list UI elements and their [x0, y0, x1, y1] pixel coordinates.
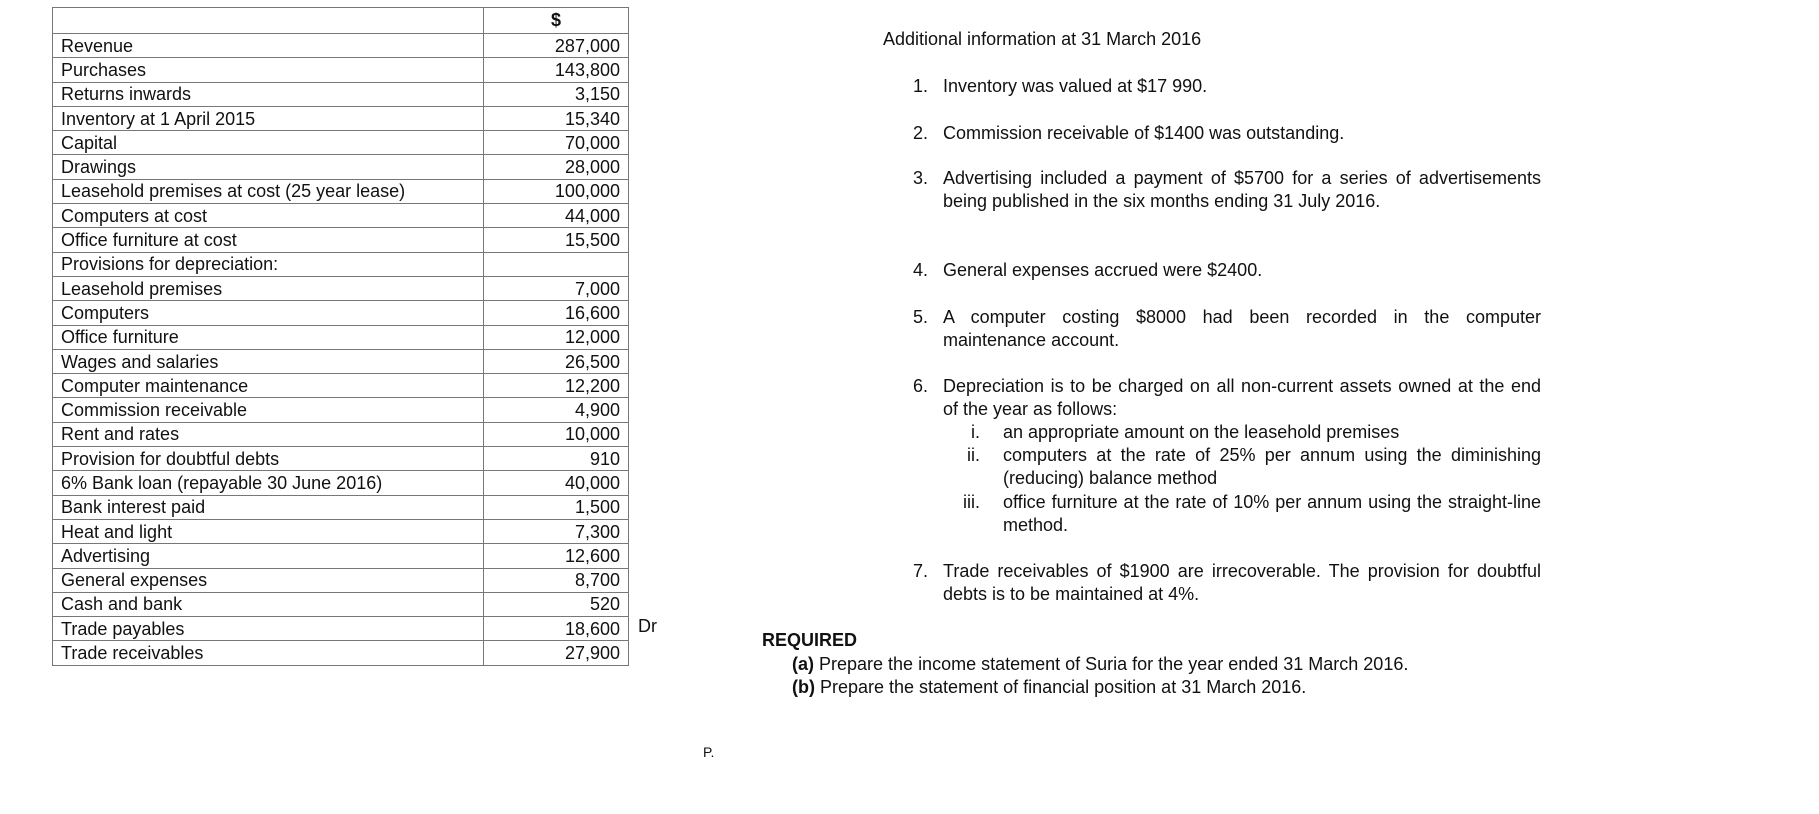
table-row: [53, 179, 629, 203]
table-row: [53, 155, 629, 179]
row-value: 7,300: [484, 519, 629, 543]
row-label: Computer maintenance: [53, 374, 484, 398]
table-row: [53, 131, 629, 155]
row-label: Advertising: [53, 544, 484, 568]
info-item-number: 3.: [913, 168, 929, 188]
info-heading: Additional information at 31 March 2016: [883, 29, 1202, 49]
table-row: [53, 82, 629, 106]
row-label: Provision for doubtful debts: [53, 447, 484, 471]
row-value: 12,200: [484, 374, 629, 398]
info-item-number: 5.: [913, 307, 929, 327]
table-row: [53, 568, 629, 592]
table-row: [53, 106, 629, 130]
row-value: 910: [484, 447, 629, 471]
info-item-number: 2.: [913, 123, 929, 143]
info-item-text: A computer costing $8000 had been recorded in the computer maintenance account.: [943, 307, 1541, 351]
row-label: Bank interest paid: [53, 495, 484, 519]
table-row: [53, 617, 629, 641]
row-value: 4,900: [484, 398, 629, 422]
row-label: Leasehold premises at cost (25 year lease): [53, 179, 484, 203]
row-value: 1,500: [484, 495, 629, 519]
currency-header: $: [484, 8, 629, 34]
info-item-text: Inventory was valued at $17 990.: [943, 76, 1208, 96]
table-row: [53, 519, 629, 543]
row-label: Wages and salaries: [53, 349, 484, 373]
row-value: 520: [484, 592, 629, 616]
row-label: Capital: [53, 131, 484, 155]
table-row: [53, 495, 629, 519]
row-label: Office furniture: [53, 325, 484, 349]
row-label: Drawings: [53, 155, 484, 179]
row-value: 18,600: [484, 617, 629, 641]
info-item-text: Trade receivables of $1900 are irrecoverable. The provision for doubtful debts is to be maintained at 4%.: [943, 561, 1541, 605]
table-header-row: [53, 8, 629, 34]
table-row: [53, 204, 629, 228]
row-label: 6% Bank loan (repayable 30 June 2016): [53, 471, 484, 495]
trial-balance-table: [52, 7, 629, 666]
row-label: Heat and light: [53, 519, 484, 543]
table-row: [53, 276, 629, 300]
row-value: 12,600: [484, 544, 629, 568]
table-row: [53, 325, 629, 349]
row-label: Provisions for depreciation:: [53, 252, 484, 276]
table-row: [53, 301, 629, 325]
table-row: [53, 349, 629, 373]
info-item-text: Advertising included a payment of $5700 for a series of advertisements being published in the six months ending 31 July 2016.: [943, 168, 1541, 212]
row-label: Cash and bank: [53, 592, 484, 616]
row-label: Computers at cost: [53, 204, 484, 228]
row-value: 12,000: [484, 325, 629, 349]
info-subitem-text: an appropriate amount on the leasehold premises: [1003, 422, 1400, 442]
row-label: Trade payables: [53, 617, 484, 641]
info-item-number: 1.: [913, 76, 929, 96]
row-label: Leasehold premises: [53, 276, 484, 300]
table-row: [53, 58, 629, 82]
row-value: 7,000: [484, 276, 629, 300]
info-item-number: 4.: [913, 260, 929, 280]
row-label: Purchases: [53, 58, 484, 82]
table-row: [53, 641, 629, 665]
row-label: Trade receivables: [53, 641, 484, 665]
row-value: 28,000: [484, 155, 629, 179]
required-item-b: [792, 676, 1306, 699]
row-value: 27,900: [484, 641, 629, 665]
required-a-label: (a): [792, 654, 814, 674]
required-b-label: (b): [792, 677, 815, 697]
required-a-text: Prepare the income statement of Suria for the year ended 31 March 2016.: [814, 654, 1409, 674]
table-row: [53, 422, 629, 446]
row-value: 287,000: [484, 34, 629, 58]
info-subitem-number: iii.: [963, 492, 980, 512]
table-row: [53, 471, 629, 495]
info-subitem-text: office furniture at the rate of 10% per annum using the straight-line method.: [1003, 492, 1541, 536]
row-value: [484, 252, 629, 276]
table-row: [53, 592, 629, 616]
row-value: 143,800: [484, 58, 629, 82]
row-value: 16,600: [484, 301, 629, 325]
row-value: 44,000: [484, 204, 629, 228]
label-header: [53, 8, 484, 34]
required-item-a: [792, 653, 1408, 676]
table-row: [53, 398, 629, 422]
row-label: Inventory at 1 April 2015: [53, 106, 484, 130]
row-value: 70,000: [484, 131, 629, 155]
info-item-number: 7.: [913, 561, 929, 581]
row-value: 26,500: [484, 349, 629, 373]
row-label: Returns inwards: [53, 82, 484, 106]
row-value: 15,340: [484, 106, 629, 130]
row-label: Computers: [53, 301, 484, 325]
info-item-text: Depreciation is to be charged on all non-current assets owned at the end of the year as follows:: [943, 376, 1541, 420]
row-value: 40,000: [484, 471, 629, 495]
info-subitem-number: ii.: [967, 445, 980, 465]
cash-dr-note: Dr: [638, 616, 657, 636]
row-label: Commission receivable: [53, 398, 484, 422]
row-value: 8,700: [484, 568, 629, 592]
table-row: [53, 374, 629, 398]
page-footer-fragment: P.: [703, 744, 715, 760]
row-label: Revenue: [53, 34, 484, 58]
row-value: 15,500: [484, 228, 629, 252]
table-row: [53, 544, 629, 568]
row-value: 3,150: [484, 82, 629, 106]
required-heading: REQUIRED: [762, 630, 858, 650]
row-label: Office furniture at cost: [53, 228, 484, 252]
table-row: [53, 252, 629, 276]
table-row: [53, 447, 629, 471]
row-label: General expenses: [53, 568, 484, 592]
info-subitem-number: i.: [971, 422, 980, 442]
row-value: 10,000: [484, 422, 629, 446]
required-b-text: Prepare the statement of financial position at 31 March 2016.: [814, 677, 1307, 697]
table-row: [53, 228, 629, 252]
info-item-text: Commission receivable of $1400 was outstanding.: [943, 123, 1345, 143]
row-value: 100,000: [484, 179, 629, 203]
info-item-number: 6.: [913, 376, 929, 396]
info-subitem-text: computers at the rate of 25% per annum using the diminishing (reducing) balance method: [1003, 445, 1541, 489]
info-item-text: General expenses accrued were $2400.: [943, 260, 1263, 280]
row-label: Rent and rates: [53, 422, 484, 446]
table-row: [53, 34, 629, 58]
